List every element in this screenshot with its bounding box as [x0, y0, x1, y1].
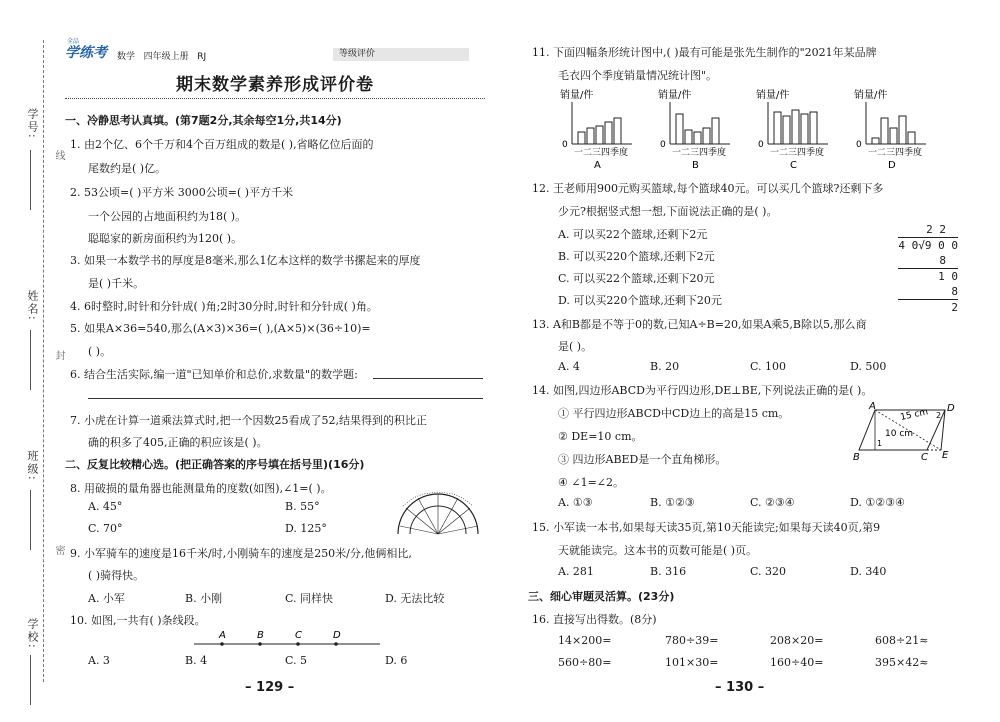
question-5-cont: ( )。 — [88, 345, 112, 358]
bar-charts-figure — [560, 88, 960, 170]
school-label: 学校: — [26, 618, 39, 650]
assessment-level-box: 等级评价 — [333, 48, 469, 61]
length-15cm-label: 15 cm — [899, 407, 930, 423]
broken-protractor-figure — [388, 486, 488, 536]
q14-statement-4: ④ ∠1=∠2。 — [558, 476, 625, 489]
q13-option-a[interactable]: A. 4 — [558, 360, 580, 373]
calc-item: 608÷21≈ — [875, 634, 929, 647]
length-10cm-label: 10 cm — [885, 429, 914, 439]
q9-option-a[interactable]: A. 小军 — [88, 592, 125, 605]
q15-option-b[interactable]: B. 316 — [650, 565, 687, 578]
q14-statement-2: ② DE=10 cm。 — [558, 430, 643, 443]
q12-option-c[interactable]: C. 可以买22个篮球,还剩下20元 — [558, 272, 715, 285]
student-id-label: 学号: — [26, 108, 39, 140]
question-11: 11. 下面四幅条形统计图中,( )最有可能是张先生制作的"2021年某品牌 — [532, 46, 877, 59]
svg-text:0: 0 — [856, 140, 862, 150]
q13-option-c[interactable]: C. 100 — [750, 360, 787, 373]
q8-option-b[interactable]: B. 55° — [285, 500, 320, 513]
calc-item: 780÷39= — [665, 634, 719, 647]
binding-mark-secret: 密 — [53, 545, 64, 555]
svg-text:0: 0 — [562, 140, 568, 150]
point-c-label: C — [295, 630, 302, 641]
svg-text:销量/件: 销量/件 — [658, 90, 692, 101]
binding-margin — [0, 0, 62, 722]
q8-option-a[interactable]: A. 45° — [88, 500, 123, 513]
question-6: 6. 结合生活实际,编一道"已知单价和总价,求数量"的数学题: — [70, 368, 358, 381]
page-number-left: – 129 – — [245, 680, 295, 695]
school-field[interactable] — [30, 655, 31, 705]
question-1: 1. 由2个亿、6个千万和4个百万组成的数是( ),省略亿位后面的 — [70, 138, 374, 151]
question-3-cont: 是( )千米。 — [88, 277, 145, 290]
question-2-cont-2: 聪聪家的新房面积约为120( )。 — [88, 232, 243, 245]
long-division-figure: 2 2 4 0√9 0 0 8 1 0 8 2 — [898, 223, 958, 314]
question-6-answer-line-1[interactable] — [373, 378, 483, 379]
q15-option-a[interactable]: A. 281 — [558, 565, 594, 578]
chart-d-name: D — [888, 160, 896, 170]
student-id-field[interactable] — [30, 150, 31, 210]
svg-text:一二三四季度: 一二三四季度 — [574, 148, 629, 158]
calc-item: 395×42≈ — [875, 656, 929, 669]
q14-option-b[interactable]: B. ①②③ — [650, 496, 695, 509]
q13-option-d[interactable]: D. 500 — [850, 360, 887, 373]
q12-option-d[interactable]: D. 可以买220个篮球,还剩下20元 — [558, 294, 722, 307]
q15-option-c[interactable]: C. 320 — [750, 565, 787, 578]
question-1-cont: 尾数约是( )亿。 — [88, 162, 167, 175]
q10-option-c[interactable]: C. 5 — [285, 654, 308, 667]
title-divider — [65, 98, 485, 99]
page-number-right: – 130 – — [715, 680, 765, 695]
question-12: 12. 王老师用900元购买篮球,每个篮球40元。可以买几个篮球?还剩下多 — [532, 182, 884, 195]
question-11-cont: 毛衣四个季度销量情况统计图"。 — [558, 69, 718, 82]
q10-option-b[interactable]: B. 4 — [185, 654, 208, 667]
question-13-cont: 是( )。 — [558, 340, 593, 353]
q10-option-a[interactable]: A. 3 — [88, 654, 110, 667]
q12-option-b[interactable]: B. 可以买220个篮球,还剩下2元 — [558, 250, 715, 263]
svg-text:销量/件: 销量/件 — [854, 90, 888, 101]
question-13: 13. A和B都是不等于0的数,已知A÷B=20,如果A乘5,B除以5,那么商 — [532, 318, 867, 331]
name-label: 姓名: — [26, 290, 39, 322]
question-4: 4. 6时整时,时针和分针成( )角;2时30分时,时针和分针成( )角。 — [70, 300, 378, 313]
question-7: 7. 小虎在计算一道乘法算式时,把一个因数25看成了52,结果得到的积比正 — [70, 414, 427, 427]
q9-option-c[interactable]: C. 同样快 — [285, 592, 334, 605]
calc-item: 208×20= — [770, 634, 824, 647]
logo-caption: 全品 — [67, 38, 80, 45]
page-header — [65, 38, 485, 64]
question-7-cont: 确的积多了405,正确的积应该是( )。 — [88, 436, 268, 449]
question-2-cont-1: 一个公园的占地面积约为18( )。 — [88, 210, 247, 223]
point-d-label: D — [333, 630, 341, 641]
section-1-heading: 一、冷静思考认真填。(第7题2分,其余每空1分,共14分) — [65, 114, 342, 127]
chart-d — [854, 88, 926, 170]
point-a-label: A — [219, 630, 226, 641]
q9-option-b[interactable]: B. 小刚 — [185, 592, 223, 605]
svg-text:0: 0 — [660, 140, 666, 150]
section-2-heading: 二、反复比较精心选。(把正确答案的序号填在括号里)(16分) — [65, 458, 365, 471]
class-label: 班级: — [26, 450, 39, 482]
q14-option-a[interactable]: A. ①③ — [558, 496, 593, 509]
q12-option-a[interactable]: A. 可以买22个篮球,还剩下2元 — [558, 228, 708, 241]
question-9: 9. 小军骑车的速度是16千米/时,小刚骑车的速度是250米/分,他俩相比, — [70, 547, 412, 560]
question-5: 5. 如果A×36=540,那么(A×3)×36=( ),(A×5)×(36÷10)= — [70, 322, 371, 335]
question-12-cont: 少元?根据竖式想一想,下面说法正确的是( )。 — [558, 205, 778, 218]
chart-c — [756, 88, 828, 170]
vertex-d-label: D — [947, 403, 955, 414]
class-field[interactable] — [30, 490, 31, 550]
question-14: 14. 如图,四边形ABCD为平行四边形,DE⊥BE,下列说法正确的是( )。 — [532, 384, 873, 397]
question-15-cont: 天就能读完。这本书的页数可能是( )页。 — [558, 544, 758, 557]
q8-option-c[interactable]: C. 70° — [88, 522, 123, 535]
brand-logo: 学练考 — [65, 45, 107, 61]
chart-a-ylabel: 销量/件 — [560, 90, 594, 101]
chart-c-name: C — [790, 160, 797, 170]
header-subject: 数学 四年级上册 RJ — [117, 52, 207, 62]
q14-statement-1: ① 平行四边形ABCD中CD边上的高是15 cm。 — [558, 407, 790, 420]
right-page — [500, 0, 1000, 722]
angle-1-label: 1 — [877, 439, 883, 448]
svg-text:0: 0 — [758, 140, 764, 150]
q14-option-c[interactable]: C. ②③④ — [750, 496, 795, 509]
q15-option-d[interactable]: D. 340 — [850, 565, 887, 578]
name-field[interactable] — [30, 330, 31, 390]
question-6-answer-line-2[interactable] — [88, 398, 483, 399]
svg-text:一二三四季度: 一二三四季度 — [868, 148, 923, 158]
angle-2-label: 2 — [936, 411, 942, 420]
q10-option-d[interactable]: D. 6 — [385, 654, 408, 667]
svg-text:一二三四季度: 一二三四季度 — [672, 148, 727, 158]
vertex-a-label: A — [869, 401, 876, 412]
chart-b — [658, 88, 730, 170]
question-9-cont: ( )骑得快。 — [88, 569, 145, 582]
q14-statement-3: ③ 四边形ABED是一个直角梯形。 — [558, 453, 727, 466]
chart-b-name: B — [692, 160, 699, 170]
question-8: 8. 用破损的量角器也能测量角的度数(如图),∠1=( )。 — [70, 482, 332, 495]
question-16: 16. 直接写出得数。(8分) — [532, 613, 657, 626]
point-b-label: B — [257, 630, 264, 641]
calc-item: 160÷40= — [770, 656, 824, 669]
line-segment-figure — [190, 628, 390, 650]
question-10: 10. 如图,一共有( )条线段。 — [70, 614, 206, 627]
q14-option-d[interactable]: D. ①②③④ — [850, 496, 905, 509]
svg-text:一二三四季度: 一二三四季度 — [770, 148, 825, 158]
chart-a-name: A — [594, 160, 601, 170]
calc-item: 560÷80= — [558, 656, 612, 669]
vertex-e-label: E — [942, 450, 949, 461]
page-title: 期末数学素养形成评价卷 — [176, 75, 374, 95]
q13-option-b[interactable]: B. 20 — [650, 360, 680, 373]
question-15: 15. 小军读一本书,如果每天读35页,第10天能读完;如果每天读40页,第9 — [532, 521, 881, 534]
binding-dashed-line — [43, 40, 44, 682]
calc-item: 101×30= — [665, 656, 719, 669]
binding-mark-seal: 封 — [53, 350, 64, 360]
chart-a — [560, 88, 632, 170]
question-3: 3. 如果一本数学书的厚度是8毫米,那么1亿本这样的数学书摞起来的厚度 — [70, 254, 421, 267]
binding-mark-line: 线 — [53, 150, 64, 160]
vertex-c-label: C — [921, 452, 928, 462]
parallelogram-figure — [853, 400, 958, 462]
q9-option-d[interactable]: D. 无法比较 — [385, 592, 445, 605]
q8-option-d[interactable]: D. 125° — [285, 522, 327, 535]
calc-item: 14×200= — [558, 634, 612, 647]
section-3-heading: 三、细心审题灵活算。(23分) — [528, 590, 675, 603]
vertex-b-label: B — [853, 452, 860, 462]
question-2: 2. 53公顷=( )平方米 3000公顷=( )平方千米 — [70, 186, 294, 199]
svg-text:销量/件: 销量/件 — [756, 90, 790, 101]
